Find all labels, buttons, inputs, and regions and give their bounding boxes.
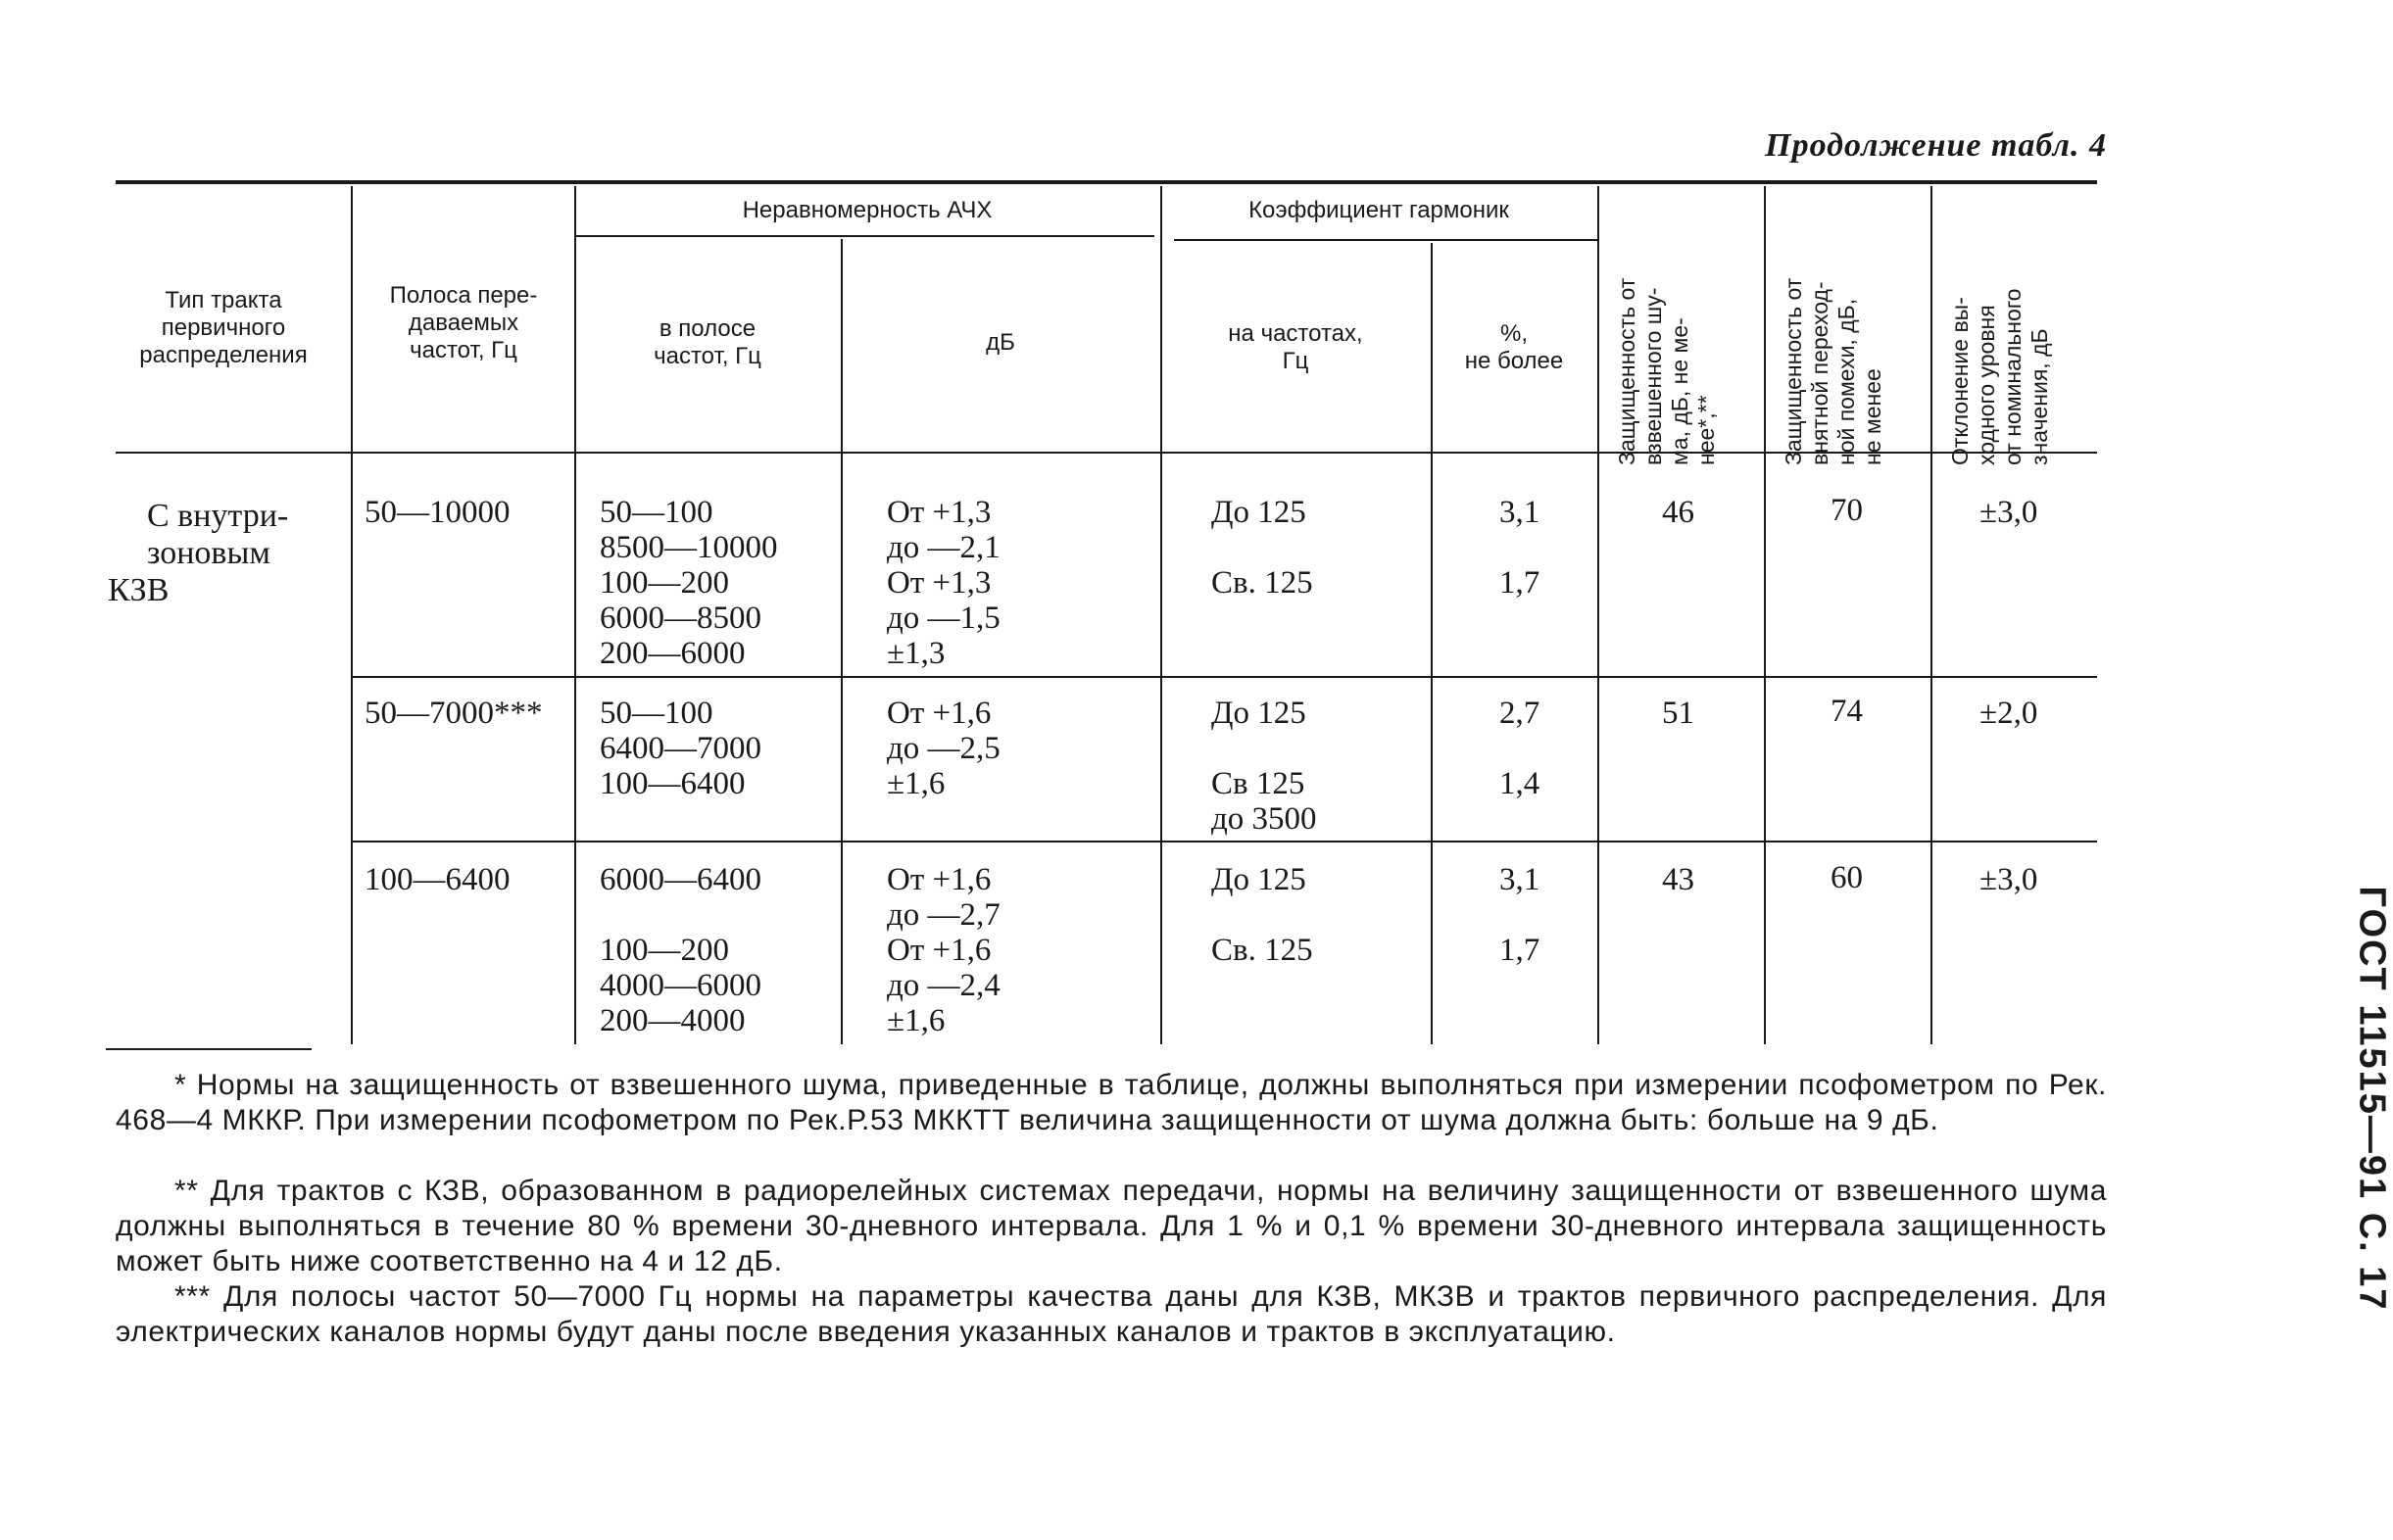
header-harm-pct (1433, 309, 1595, 387)
table-row-3-ach-db (887, 862, 1001, 1038)
header-noise-line: нее*,** (1693, 395, 1719, 465)
header-crosstalk-line: внятной переход- (1807, 281, 1832, 465)
header-noise-line: Защищенность от (1614, 277, 1639, 465)
ach-band-value: 6400—7000 (600, 731, 761, 766)
header-band-line: Полоса пере- (389, 282, 538, 309)
harm-freq-value: Св 125 (1211, 766, 1305, 801)
ach-band-value: 50—100 (600, 696, 713, 731)
header-harm-freq-line: Гц (1282, 348, 1309, 374)
harm-pct-value: 1,4 (1499, 766, 1540, 801)
table-row-2-ach-bands (600, 696, 761, 801)
header-band-line: даваемых (408, 310, 519, 336)
footnote-3: *** Для полосы частот 50—7000 Гц нормы на параметры качества даны для КЗВ, МКЗВ и трактов первичного распределения. Для электрических каналов нормы будут даны после введения указанных каналов и трактов в эксплуатацию. (116, 1280, 2107, 1348)
header-deviation-line: значения, дБ (2027, 328, 2052, 465)
continuation-title: Продолжение табл. 4 (1765, 127, 2107, 164)
harm-pct-value: 1,7 (1499, 933, 1540, 968)
table-row-3-deviation: ±3,0 (1979, 862, 2038, 897)
header-harm-freq (1162, 309, 1429, 387)
header-band-line: частот, Гц (410, 337, 517, 363)
table-row-1-harm-freq (1211, 495, 1313, 601)
footnote-1: * Нормы на защищенность от взвешенного шума, приведенные в таблице, должны выполняться при измерении псофометром по Рек. 468—4 МККР. При измерении псофометром по Рек.Р.53 МККТТ величина защищенности от шума должна быть: больше на 9 дБ. (116, 1069, 2107, 1136)
header-harm-pct-line: %, (1499, 320, 1528, 347)
header-ach-band-line: в полосе (659, 315, 757, 342)
table-row-1-ach-bands (600, 495, 778, 671)
ach-db-value: до —2,5 (887, 731, 1001, 766)
header-noise-line: взвешенного шу- (1640, 287, 1666, 465)
footnote-separator (106, 1048, 312, 1050)
col-divider-6 (1597, 186, 1599, 1044)
ach-db-value: до —2,4 (887, 968, 1001, 1003)
header-deviation (1947, 201, 2080, 465)
ach-band-value: 100—200 (600, 933, 729, 968)
ach-band-value: 6000—8500 (600, 601, 761, 636)
header-deviation-line: ходного уровня (1974, 305, 1999, 465)
footnote-2: ** Для трактов с КЗВ, образованном в радиорелейных системах передачи, нормы на величину защищенности от взвешенного шума должны выполняться в течение 80 % времени 30-дневного интервала. Для 1 % и 0,1 % времени 30-дневного интервала защищенность может быть ниже соответственно на 4 и 12 дБ. (116, 1175, 2107, 1277)
table-row-2-harm-freq (1211, 696, 1317, 837)
table-row-3-harm-freq (1211, 862, 1313, 968)
harm-freq-value (1211, 731, 1317, 766)
harm-pct-value: 2,7 (1499, 696, 1540, 731)
header-deviation-line: Отклонение вы- (1947, 297, 1973, 465)
harm-freq-value: До 125 (1211, 862, 1306, 897)
type-label-line: зоновым (147, 535, 270, 571)
ach-db-value: От +1,3 (887, 495, 992, 530)
header-noise-line: ма, дБ, не ме- (1667, 317, 1692, 465)
table-row-1-band: 50—10000 (365, 495, 511, 530)
table-row-2-noise: 51 (1662, 696, 1694, 731)
harm-pct-value (1499, 731, 1539, 766)
ach-band-value: 200—4000 (600, 1003, 746, 1038)
table-row-3-noise: 43 (1662, 862, 1694, 897)
ach-db-value: до —2,1 (887, 530, 1001, 565)
header-harm-group: Коэффициент гармоник (1248, 197, 1509, 223)
table-row-1-noise: 46 (1662, 495, 1694, 530)
header-type-line: первичного (161, 314, 286, 341)
harm-freq-value: До 125 (1211, 495, 1306, 530)
table-row-1-deviation: ±3,0 (1979, 495, 2038, 530)
table-top-border (116, 180, 2097, 184)
row-divider-2 (353, 841, 2097, 842)
table-row-2-deviation: ±2,0 (1979, 696, 2038, 731)
header-crosstalk-line: не менее (1860, 368, 1885, 465)
header-ach-band (576, 304, 839, 382)
table-row-3-crosstalk: 60 (1831, 860, 1863, 895)
header-type-line: Тип тракта (165, 287, 282, 313)
ach-db-value: ±1,6 (887, 1003, 946, 1038)
ach-band-value: 50—100 (600, 495, 713, 530)
ach-band-value: 100—200 (600, 565, 729, 601)
header-deviation-line: от номинального (2000, 288, 2026, 465)
harm-freq-value (1211, 530, 1313, 565)
header-type-line: распределения (139, 342, 308, 368)
type-label (108, 498, 288, 609)
header-crosstalk-line: Защищенность от (1781, 277, 1806, 465)
type-label-line: КЗВ (108, 572, 170, 608)
harm-pct-value (1499, 530, 1539, 565)
header-crosstalk (1781, 201, 1914, 465)
ach-group-divider (574, 235, 1154, 237)
header-band (355, 265, 572, 382)
harm-pct-value: 3,1 (1499, 495, 1540, 530)
row-divider-1 (353, 676, 2097, 678)
harm-pct-value: 3,1 (1499, 862, 1540, 897)
table-row-1-ach-db (887, 495, 1001, 671)
ach-db-value: до —1,5 (887, 601, 1001, 636)
table-row-3-ach-bands (600, 862, 761, 1038)
harm-freq-value: Св. 125 (1211, 565, 1313, 601)
harm-freq-value: до 3500 (1211, 801, 1317, 837)
header-type (98, 274, 349, 382)
ach-band-value: 200—6000 (600, 636, 746, 671)
ach-db-value: От +1,6 (887, 696, 992, 731)
harm-pct-value (1499, 897, 1539, 933)
col-divider-1 (351, 186, 353, 1044)
ach-db-value: до —2,7 (887, 897, 1001, 933)
harm-freq-value: Св. 125 (1211, 933, 1313, 968)
ach-db-value: От +1,6 (887, 862, 992, 897)
harm-freq-value (1211, 897, 1313, 933)
type-label-line: С внутри- (147, 498, 289, 534)
side-page-label: ГОСТ 11515—91 С. 17 (2351, 886, 2393, 1312)
header-ach-band-line: частот, Гц (654, 343, 761, 369)
table-row-2-harm-pct (1499, 696, 1539, 801)
ach-db-value: ±1,6 (887, 766, 946, 801)
ach-band-value: 4000—6000 (600, 968, 761, 1003)
table-row-1-harm-pct (1499, 495, 1539, 601)
table-row-2-ach-db (887, 696, 1001, 801)
col-divider-7 (1764, 186, 1766, 1044)
header-ach-group: Неравномерность АЧХ (742, 197, 993, 223)
ach-db-value: ±1,3 (887, 636, 946, 671)
header-ach-db: дБ (986, 329, 1015, 356)
table-row-1-crosstalk: 70 (1831, 493, 1863, 528)
table-row-2-crosstalk: 74 (1831, 694, 1863, 729)
table-row-3-band: 100—6400 (365, 862, 511, 897)
ach-band-value: 8500—10000 (600, 530, 778, 565)
ach-db-value: От +1,6 (887, 933, 992, 968)
harm-freq-value: До 125 (1211, 696, 1306, 731)
ach-db-value: От +1,3 (887, 565, 992, 601)
table-row-3-harm-pct (1499, 862, 1539, 968)
header-crosstalk-line: ной помехи, дБ, (1833, 298, 1859, 465)
harm-group-divider (1174, 239, 1599, 241)
table-row-2-band: 50—7000*** (365, 696, 543, 731)
ach-band-value (600, 897, 761, 933)
ach-band-value: 100—6400 (600, 766, 746, 801)
header-harm-pct-line: не более (1464, 348, 1564, 374)
col-divider-8 (1930, 186, 1932, 1044)
header-harm-freq-line: на частотах, (1228, 320, 1363, 347)
harm-pct-value: 1,7 (1499, 565, 1540, 601)
header-noise (1614, 201, 1747, 465)
ach-band-value: 6000—6400 (600, 862, 761, 897)
